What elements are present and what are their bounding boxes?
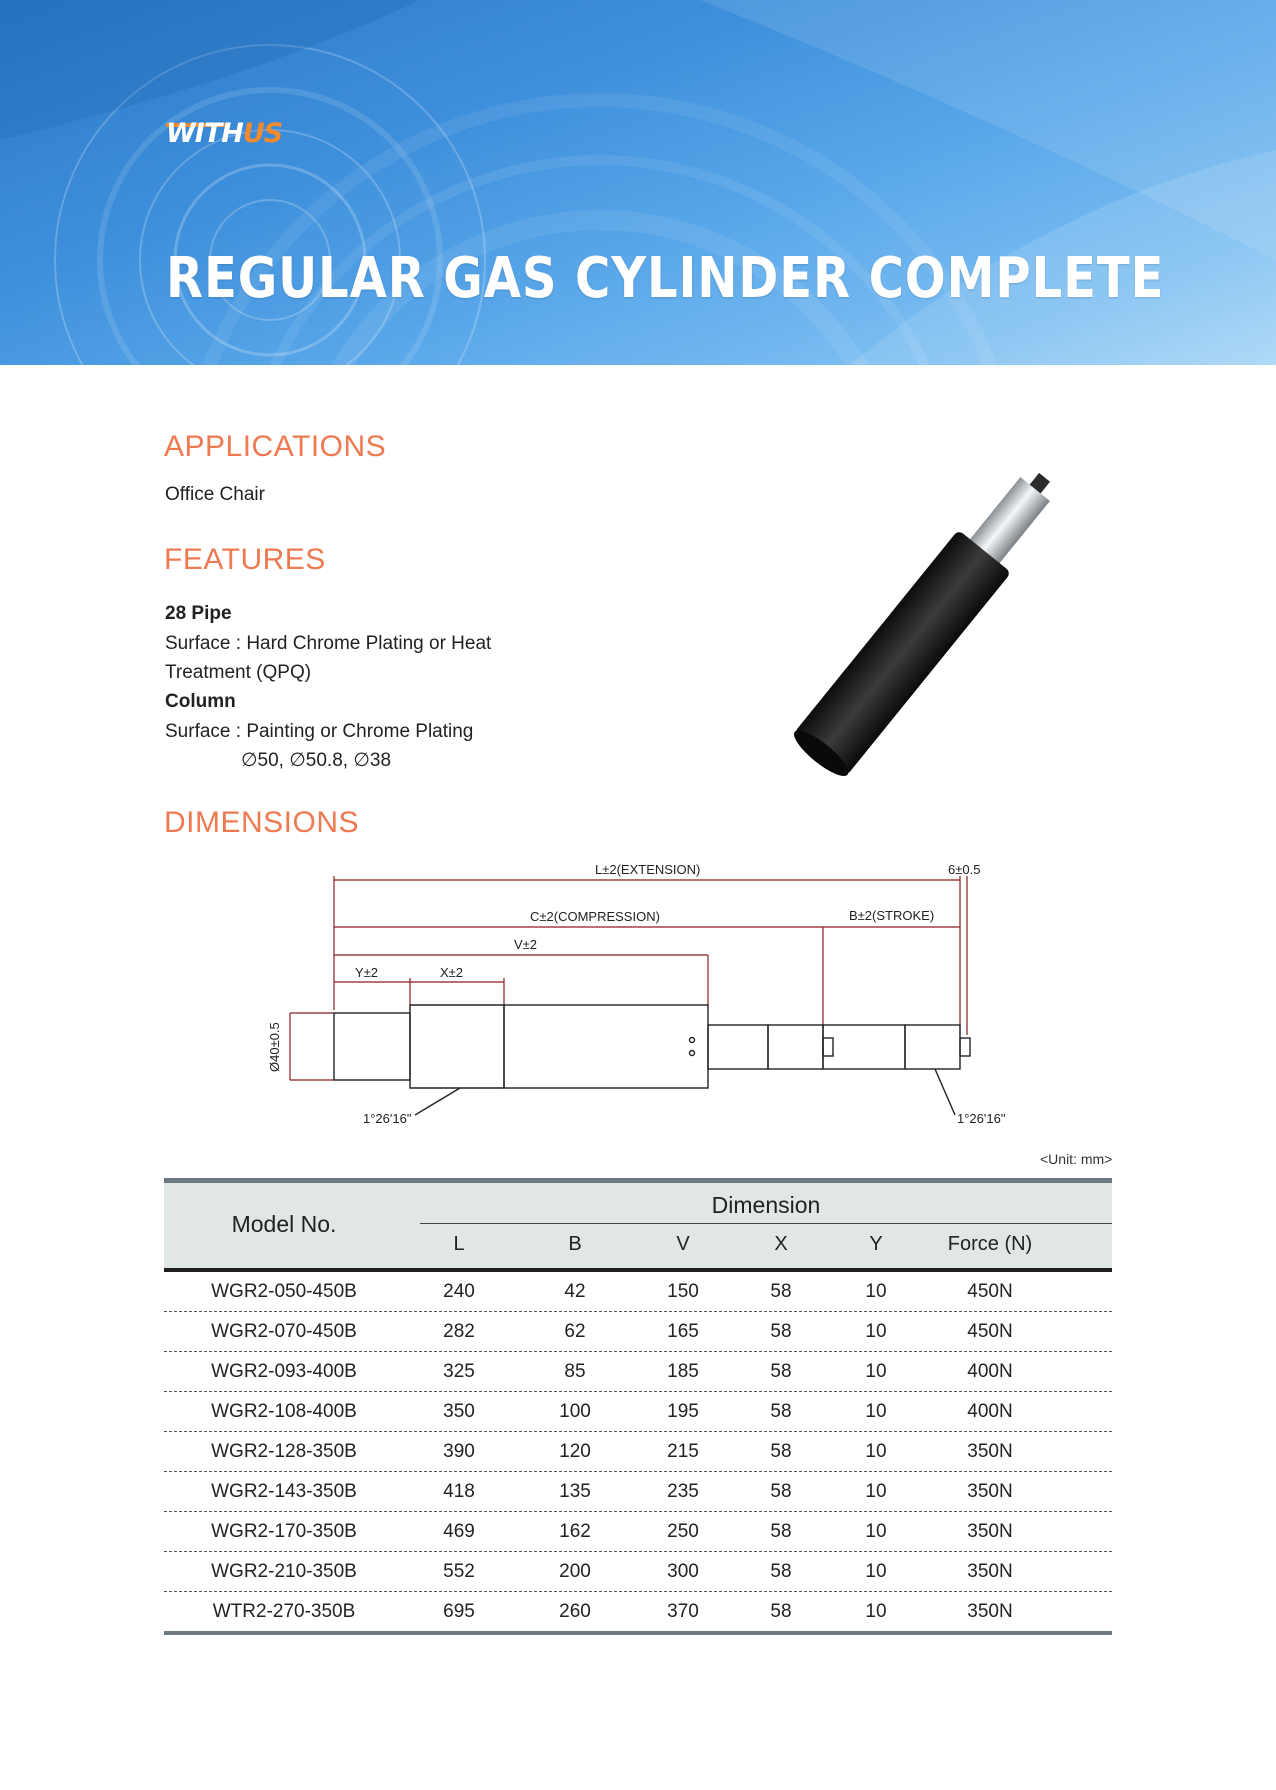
header-banner [0,0,1276,365]
features-heading: FEATURES [164,543,326,576]
cell-v: 195 [667,1401,699,1422]
label-v: V±2 [514,937,538,952]
table-row [164,1352,1112,1392]
cell-y: 10 [865,1321,887,1342]
cell-l: 390 [443,1441,475,1462]
cell-model: WGR2-070-450B [211,1321,357,1342]
header-divider [420,1223,1112,1224]
cell-model: WTR2-270-350B [212,1601,356,1622]
cell-b: 120 [559,1441,591,1462]
cell-x: 58 [770,1481,792,1502]
cell-v: 300 [667,1561,699,1582]
cell-b: 260 [559,1601,591,1622]
column-header-x: X [774,1233,788,1255]
column-header-force: Force (N) [947,1233,1033,1255]
pipe-surface-line2: Treatment (QPQ) [165,662,312,683]
cell-force: 400N [967,1361,1013,1382]
cell-y: 10 [865,1281,887,1302]
cell-force: 450N [967,1281,1013,1302]
cell-model: WGR2-093-400B [211,1361,357,1382]
cell-y: 10 [865,1361,887,1382]
table-header [164,1178,1112,1272]
cell-force: 350N [967,1601,1013,1622]
cell-b: 42 [564,1281,586,1302]
cell-y: 10 [865,1441,887,1462]
cell-l: 418 [443,1481,475,1502]
cell-force: 350N [967,1481,1013,1502]
cell-force: 350N [967,1561,1013,1582]
cell-v: 215 [667,1441,699,1462]
cell-y: 10 [865,1561,887,1582]
unit-note: <Unit: mm> [1040,1151,1113,1167]
cell-b: 62 [564,1321,586,1342]
cell-force: 350N [967,1441,1013,1462]
label-y: Y±2 [355,965,379,980]
table-row [164,1312,1112,1352]
table-row [164,1392,1112,1432]
pipe-surface-line1: Surface : Hard Chrome Plating or Heat [165,633,492,654]
cell-v: 250 [667,1521,699,1542]
column-header-v: V [676,1233,690,1255]
cell-force: 450N [967,1321,1013,1342]
cell-x: 58 [770,1401,792,1422]
cell-force: 350N [967,1521,1013,1542]
column-surface-line1: Surface : Painting or Chrome Plating [165,721,474,742]
cell-l: 282 [443,1321,475,1342]
applications-heading: APPLICATIONS [164,430,387,463]
cell-model: WGR2-143-350B [211,1481,357,1502]
label-x: X±2 [440,965,464,980]
cell-model: WGR2-128-350B [211,1441,357,1462]
cell-y: 10 [865,1601,887,1622]
cell-v: 150 [667,1281,699,1302]
applications-text: Office Chair [165,484,265,505]
dimension-drawing [255,855,1015,1135]
table-row [164,1552,1112,1592]
label-extension: L±2(EXTENSION) [595,862,701,877]
model-table [164,1178,1112,1635]
label-tip: 6±0.5 [948,862,981,877]
cell-x: 58 [770,1521,792,1542]
cell-y: 10 [865,1481,887,1502]
dimension-group-header: Dimension [711,1192,821,1218]
label-angle-left: 1°26'16" [363,1111,412,1126]
label-compression: C±2(COMPRESSION) [530,909,660,924]
table-row [164,1512,1112,1552]
cell-l: 240 [443,1281,475,1302]
table-row [164,1432,1112,1472]
cell-x: 58 [770,1441,792,1462]
column-title: Column [165,691,236,712]
cell-x: 58 [770,1281,792,1302]
cell-y: 10 [865,1521,887,1542]
cell-v: 165 [667,1321,699,1342]
cell-y: 10 [865,1401,887,1422]
cell-x: 58 [770,1561,792,1582]
cell-b: 162 [559,1521,591,1542]
label-angle-right: 1°26'16" [957,1111,1006,1126]
gas-cylinder-product-image [760,455,1090,795]
brand-logo: WITHUS [166,118,283,149]
cell-b: 135 [559,1481,591,1502]
dimensions-heading: DIMENSIONS [164,806,360,839]
cell-model: WGR2-050-450B [211,1281,357,1302]
cell-l: 552 [443,1561,475,1582]
page-title: REGULAR GAS CYLINDER COMPLETE [166,246,1165,311]
cell-x: 58 [770,1601,792,1622]
column-header-b: B [568,1233,582,1255]
cell-b: 100 [559,1401,591,1422]
label-diameter: Ø40±0.5 [267,1022,282,1072]
table-row [164,1472,1112,1512]
cell-l: 325 [443,1361,475,1382]
cell-l: 350 [443,1401,475,1422]
cell-v: 370 [667,1601,699,1622]
column-header-y: Y [869,1233,883,1255]
cell-x: 58 [770,1321,792,1342]
cell-model: WGR2-210-350B [211,1561,357,1582]
cell-v: 235 [667,1481,699,1502]
cell-model: WGR2-170-350B [211,1521,357,1542]
table-row [164,1592,1112,1631]
cell-v: 185 [667,1361,699,1382]
table-bottom-rule [164,1631,1112,1635]
column-header-l: L [453,1233,465,1255]
column-diameters: ∅50, ∅50.8, ∅38 [241,750,392,771]
model-column-header: Model No. [231,1211,337,1237]
cell-force: 400N [967,1401,1013,1422]
cell-b: 200 [559,1561,591,1582]
cell-x: 58 [770,1361,792,1382]
table-row [164,1272,1112,1312]
cell-l: 695 [443,1601,475,1622]
cell-b: 85 [564,1361,586,1382]
cell-model: WGR2-108-400B [211,1401,357,1422]
cell-l: 469 [443,1521,475,1542]
pipe-title: 28 Pipe [165,603,232,624]
label-stroke: B±2(STROKE) [849,908,935,923]
